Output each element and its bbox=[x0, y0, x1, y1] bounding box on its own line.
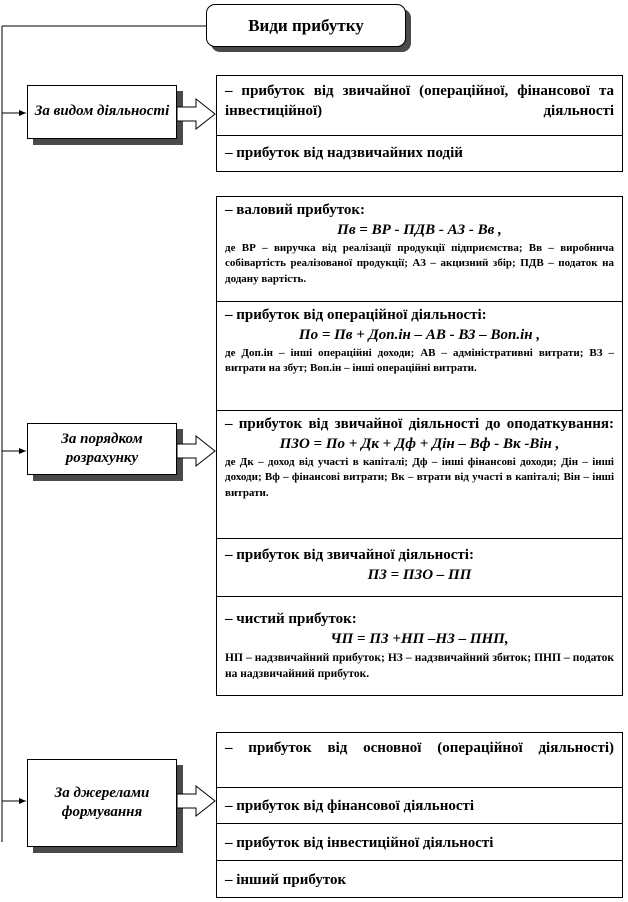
net-head: – чистий прибуток: bbox=[225, 611, 357, 627]
block-arrow-calculation bbox=[177, 436, 215, 466]
category-activity-label: За видом діяльності bbox=[34, 103, 170, 120]
net-note: НП – надзвичайний прибуток; НЗ – надзвичайний збиток; ПНП – податок на надзвичайний прибуток. bbox=[225, 651, 614, 681]
calc-net-profit bbox=[216, 596, 623, 696]
category-sources-label: За джерелами формування bbox=[54, 784, 150, 820]
gross-head: – валовий прибуток: bbox=[225, 202, 366, 218]
ordinary-formula: ПЗ = ПЗО – ПП bbox=[367, 567, 472, 584]
gross-formula: Пв = ВР - ПДВ - АЗ - Вв , bbox=[337, 222, 502, 239]
oper-note: де Доп.ін – інші операційні доходи; АВ – адміністративні витрати; ВЗ – витрати на збут; Воп.ін – інші операційні витрати. bbox=[225, 346, 614, 375]
oper-formula: По = Пв + Доп.ін – АВ - ВЗ – Воп.ін , bbox=[298, 327, 541, 344]
pretax-formula: ПЗО = По + Дк + Дф + Дін – Вф - Вк -Він , bbox=[279, 436, 560, 453]
block-arrow-activity bbox=[177, 99, 215, 129]
calc-pretax-profit bbox=[216, 410, 623, 539]
gross-note: де ВР – виручка від реалізації продукції підприємства; Вв – виробнича собівартість реалізованої продукції; АЗ – акцизний збір; ПДВ – податок на додану вартість. bbox=[225, 241, 614, 286]
category-calculation-label: За порядком розрахунку bbox=[61, 430, 143, 466]
oper-head: – прибуток від операційної діяльності: bbox=[225, 307, 487, 323]
calc-ordinary-profit bbox=[216, 538, 623, 597]
source-item-operating: – прибуток від основної (операційної діяльності) bbox=[216, 732, 623, 788]
pretax-note: де Дк – доход від участі в капіталі; Дф – інші фінансові доходи; Дін – інші доходи; Вф – фінансові витрати; Вк – втрати від участі в капіталі; Він – інші витрати. bbox=[225, 455, 614, 500]
source-item-other: – інший прибуток bbox=[216, 860, 623, 898]
ordinary-head: – прибуток від звичайної діяльності: bbox=[225, 547, 474, 563]
calc-gross-profit bbox=[216, 196, 623, 302]
diagram-title: Види прибутку bbox=[206, 4, 406, 47]
calc-operating-profit bbox=[216, 301, 623, 411]
block-arrow-sources bbox=[177, 786, 215, 816]
pretax-head: – прибуток від звичайної діяльності до оподаткування: bbox=[225, 416, 614, 432]
net-formula: ЧП = ПЗ +НП –НЗ – ПНП, bbox=[330, 631, 509, 648]
activity-item-extraordinary: – прибуток від надзвичайних подій bbox=[216, 135, 623, 172]
source-item-investment: – прибуток від інвестиційної діяльності bbox=[216, 823, 623, 861]
activity-item-ordinary: – прибуток від звичайної (операційної, фінансової та інвестиційної) діяльності bbox=[216, 75, 623, 136]
source-item-financial: – прибуток від фінансової діяльності bbox=[216, 787, 623, 824]
